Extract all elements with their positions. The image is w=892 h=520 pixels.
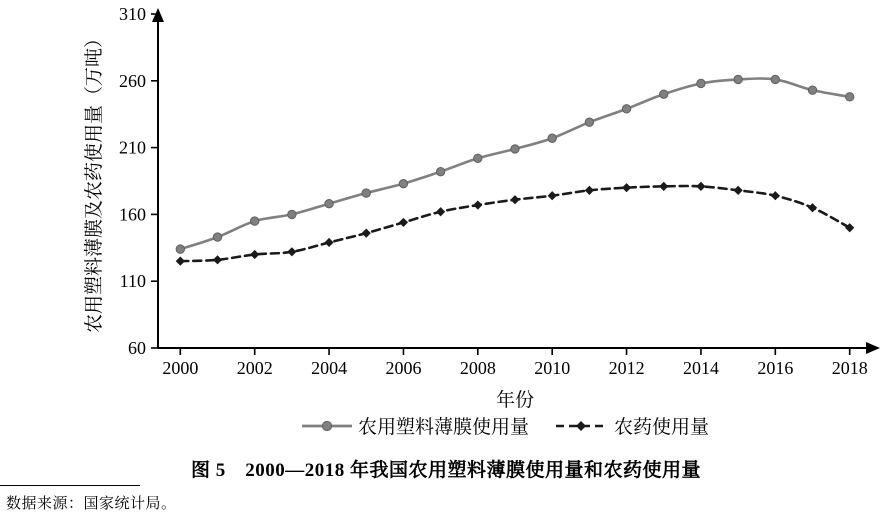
data-point [511,145,519,153]
data-point [325,200,333,208]
data-point [213,255,222,264]
data-point [734,75,742,83]
x-tick-label: 2014 [682,358,719,378]
x-tick-label: 2018 [831,358,868,378]
data-point [399,179,407,187]
data-point [585,186,594,195]
x-tick-label: 2004 [311,358,348,378]
data-point [622,105,630,113]
data-point [808,86,816,94]
data-point [696,182,705,191]
legend [302,416,709,438]
y-tick-label: 60 [128,338,146,358]
figure-caption: 图 5 2000—2018 年我国农用塑料薄膜使用量和农药使用量 [190,460,701,481]
data-point [288,210,296,218]
data-point [474,154,482,162]
data-point [771,75,779,83]
series-film [176,75,854,253]
data-point [250,250,259,259]
x-tick-label: 2000 [162,358,199,378]
legend-marker-pesticide [576,421,586,431]
axes-group [152,8,880,354]
y-tick-label: 310 [119,4,146,24]
legend-label-film: 农用塑料薄膜使用量 [358,417,530,438]
x-tick-label: 2006 [385,358,422,378]
x-tick-label: 2016 [757,358,794,378]
series-line [180,79,849,250]
data-point [697,79,705,87]
y-tick-label: 160 [119,204,146,225]
data-point [808,203,817,212]
y-tick-label: 260 [119,70,146,91]
data-point [176,245,184,253]
data-point [362,189,370,197]
data-point [436,167,444,175]
x-tick-label: 2002 [236,358,273,378]
data-point [734,186,743,195]
source-note: 数据来源：国家统计局。 [6,496,177,512]
data-point [660,90,668,98]
data-point [548,191,557,200]
data-point [287,247,296,256]
data-point [771,191,780,200]
data-point [250,217,258,225]
x-tick-label: 2008 [459,358,496,378]
y-axis-arrow [152,8,164,22]
y-axis-title: 农用塑料薄膜及农药使用量（万吨） [84,28,105,334]
data-point [622,183,631,192]
data-point [213,233,221,241]
data-point [176,257,185,266]
data-point [473,200,482,209]
data-point [845,93,853,101]
data-point [548,134,556,142]
data-point [510,195,519,204]
y-tick-label: 110 [119,271,146,292]
data-point [585,118,593,126]
legend-marker-film [322,421,331,430]
data-point [362,229,371,238]
x-tick-label: 2012 [608,358,645,378]
legend-label-pesticide: 农药使用量 [614,417,710,438]
data-point [324,238,333,247]
series-pesticide [176,182,855,266]
x-axis-title: 年份 [495,390,535,411]
data-point [436,207,445,216]
divider-line [0,485,140,486]
y-tick-label: 210 [119,137,146,158]
x-axis-arrow [866,342,880,354]
x-tick-label: 2010 [534,358,571,378]
tick-group [119,4,868,378]
data-point [399,218,408,227]
data-point [659,182,668,191]
